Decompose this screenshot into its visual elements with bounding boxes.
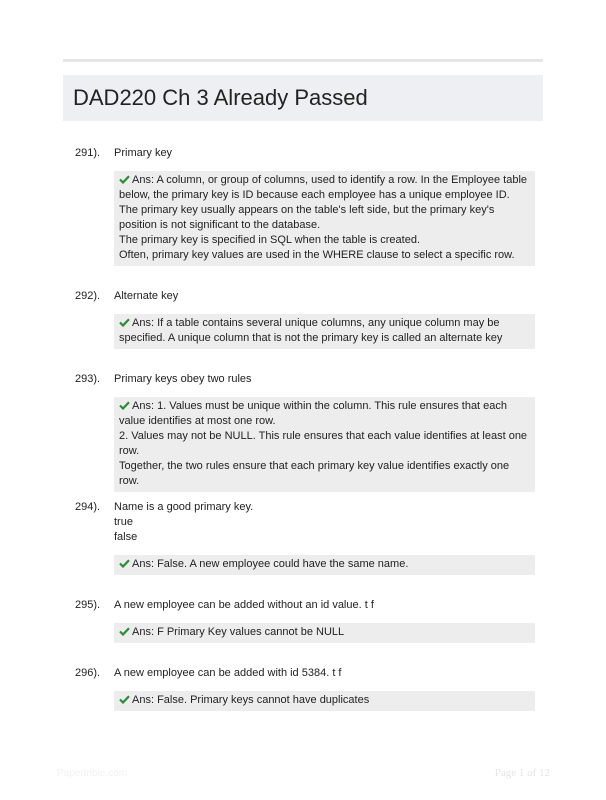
answer-box [114,314,535,349]
check-icon [119,695,130,704]
question-item [75,146,535,266]
question-number: 294). [75,501,101,513]
answer-line: Ans: False. A new employee could have the same name. [119,557,529,572]
answer-box [114,397,535,492]
question-item [75,500,535,575]
answer-line: 2. Values may not be NULL. This rule ensures that each value identifies at least one row. [119,430,528,457]
answer-box [114,171,535,266]
question-item [75,372,535,492]
check-icon [119,627,130,636]
answer-line: Ans: A column, or group of columns, used to identify a row. In the Employee table below, the primary key is ID because each employee has a unique employee ID. The primary key usually appears on the table's left side, but the primary key's position is not significant to the database. [119,174,528,231]
check-icon [119,318,130,327]
answer-line: Ans: F Primary Key values cannot be NULL [119,625,529,640]
question-text: Name is a good primary key. [114,501,254,513]
check-icon [119,401,130,410]
answer-line: Ans: 1. Values must be unique within the column. This rule ensures that each value identifies at most one row. [119,400,508,427]
answer-box [114,623,535,643]
question-number: 293). [75,373,101,385]
footer-watermark: Papertrible.com [57,768,128,779]
answer-box [114,691,535,711]
question-text: Primary keys obey two rules [114,373,252,385]
option-true: true [114,516,133,528]
question-text: A new employee can be added with id 5384. t f [114,667,342,679]
question-item [75,598,535,643]
question-number: 295). [75,599,101,611]
question-number: 291). [75,147,101,159]
answer-options [114,515,535,545]
question-number: 296). [75,667,101,679]
top-rule [63,59,543,62]
answer-line: Together, the two rules ensure that each primary key value identifies exactly one row. [119,460,510,487]
question-item [75,666,535,711]
question-text: Alternate key [114,290,179,302]
answer-line: Ans: False. Primary keys cannot have duplicates [119,693,529,708]
question-number: 292). [75,290,101,302]
page-title: DAD220 Ch 3 Already Passed [73,85,368,110]
answer-line: Ans: If a table contains several unique columns, any unique column may be specified. A unique column that is not the primary key is called an alternate key [119,317,503,344]
question-item [75,289,535,349]
answer-line: The primary key is specified in SQL when the table is created. [119,234,421,246]
title-bar [63,75,543,121]
question-text: A new employee can be added without an id value. t f [114,599,374,611]
check-icon [119,175,130,184]
answer-box [114,555,535,575]
option-false: false [114,531,138,543]
check-icon [119,559,130,568]
answer-line: Often, primary key values are used in the WHERE clause to select a specific row. [119,249,515,261]
page-number: Page 1 of 12 [494,767,550,779]
question-text: Primary key [114,147,173,159]
